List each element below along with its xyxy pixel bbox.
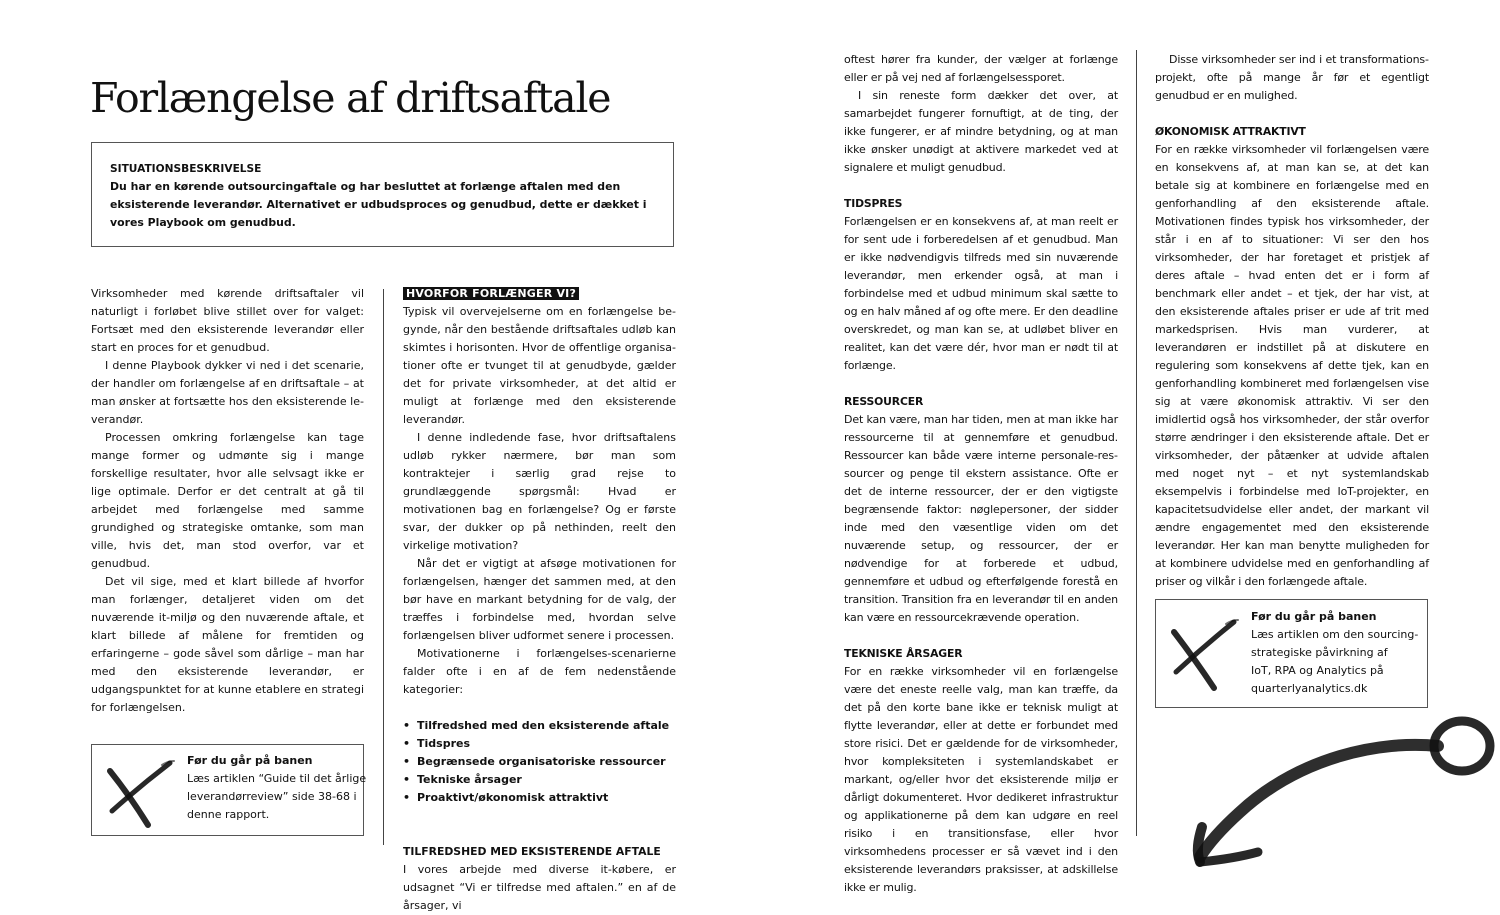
tip-line: strategiske påvirkning af <box>1251 646 1388 659</box>
column-3 <box>844 51 1118 897</box>
situation-text: Du har en kørende outsourcingaftale og har besluttet at forlænge aftalen med den eksisterende leverandør. Alternativet er udbudsproces og genudbud, dette er dækket i vores Playbook om genudbud. <box>110 180 647 229</box>
section-heading: TEKNISKE ÅRSAGER <box>844 647 963 660</box>
column-divider <box>383 289 384 845</box>
tip-title: Før du går på banen <box>1251 610 1377 623</box>
list-item: • Proaktivt/økonomisk attraktivt <box>403 789 676 807</box>
section-heading: ØKONOMISK ATTRAKTIVT <box>1155 125 1306 138</box>
tip-body: Læs artiklen “Guide til det årlige leverandørreview” side 38-68 i denne rapport. <box>187 772 367 821</box>
hand-drawn-x-icon <box>1164 610 1244 694</box>
paragraph: Motivationerne i forlængelses-scenarierne falder ofte i en af de fem nedenstående kategorier: <box>403 647 676 696</box>
tip-text <box>1251 608 1429 698</box>
paragraph: oftest hører fra kunder, der vælger at forlænge eller er på vej ned af forlængelsessporet. <box>844 53 1118 84</box>
page-title: Forlængelse af driftsaftale <box>90 74 611 122</box>
tip-box-guide <box>91 744 367 836</box>
paragraph: Det vil sige, med et klart billede af hvorfor man forlænger, detaljeret viden om det nuværende it-miljø og den nuværende aftale, et klart billede af målene for fremtiden og erfaringerne – gode såvel som dårlige – man har med den eksisterende leverandør, er udgangspunktet for at kunne etablere en strategi for forlængelsen. <box>91 575 364 714</box>
paragraph: Når det er vigtigt at afsøge motivationen for forlængelsen, hænger det sammen med, at den bør have en markant betydning for de valg, der træffes i forbindelse med, hvordan selve forlængelsen bliver udformet senere i processen. <box>403 557 676 642</box>
section-heading: TIDSPRES <box>844 197 903 210</box>
list-item: • Begrænsede organisatoriske ressourcer <box>403 753 676 771</box>
situation-heading: SITUATIONSBESKRIVELSE <box>110 163 262 175</box>
section-heading: RESSOURCER <box>844 395 924 408</box>
paragraph: Det kan være, man har tiden, men at man ikke har ressourcerne til at gennemføre et genudbud. Ressourcer kan både være interne personale-ressourcer og penge til ekstern assistance. Ofte er det de interne ressourcer, der er den vigtigste begrænsende faktor: nøglepersoner, der sidder inde med den væsentlige viden om det nuværende setup, og ressourcer, der er nødvendige for at forberede et udbud, gennemføre et udbud og efterfølgende forestå en transition. Transition fra en leverandør til en anden kan være en ressourcekrævende operation. <box>844 413 1118 624</box>
column-1 <box>91 285 364 717</box>
hand-drawn-arrow-icon <box>1180 712 1500 882</box>
column-divider <box>1136 50 1137 836</box>
paragraph: Disse virksomheder ser ind i et transformationsprojekt, ofte på mange år før et egentligt genudbud er en mulighed. <box>1155 53 1429 102</box>
tip-line: Læs artiklen om den sourcing- <box>1251 628 1419 641</box>
paragraph: Typisk vil overvejelserne om en forlængelse begynde, når den bestående driftsaftales udløb kan skimtes i horisonten. Hvor de offentlige organisationer ofte er tvunget til at genudbyde, gælder det for private virksomheder, at det altid er muligt at forlænge med den eksisterende leverandør. <box>403 305 676 426</box>
column-2 <box>403 285 676 915</box>
paragraph: I vores arbejde med diverse it-købere, er udsagnet “Vi er tilfredse med aftalen.” en af de årsager, vi <box>403 863 676 912</box>
hand-drawn-x-icon <box>100 751 180 831</box>
list-item: • Tilfredshed med den eksisterende aftale <box>403 717 676 735</box>
paragraph: For en række virksomheder vil forlængelsen være en konsekvens af, at man kan se, at det kan betale sig at kombinere en forlængelse med en genforhandling af den eksisterende aftale. Motivationen findes typisk hos virksomheder, der står i en af to situationer: Vi ser den hos virksomheder, der har foretaget et pristjek af deres aftale – hvad enten det er i form af benchmark eller andet – et tjek, der har vist, at den eksisterende aftales priser er ude af trit med markedsprisen. Hvis man vurderer, at leverandøren er indstillet på at diskutere en regulering som konsekvens af dette tjek, kan en genforhandling kombineret med forlængelsen vise sig at være økonomisk attraktiv. Vi ser den imidlertid også hos virksomheder, der står overfor større ændringer i den eksisterende aftale. Det er virksomheder, der påtænker at udvide aftalen med noget nyt – et nyt systemlandskab eksempelvis i forbindelse med IoT-projekter, en kapacitetsudvidelse eller andet, der markant vil ændre engagementet med den eksisterende leverandør. Her kan man benytte muligheden for at kombinere udvidelse med en genforhandling af priser og vilkår i den forlængede aftale. <box>1155 143 1429 588</box>
list-item: • Tekniske årsager <box>403 771 676 789</box>
column-4 <box>1155 51 1429 591</box>
paragraph: Forlængelsen er en konsekvens af, at man reelt er for sent ude i forberedelsen af et genudbud. Man er ikke nødvendigvis tilfreds med sin nuværende leverandør, men erkender også, at man i forbindelse med et udbud minimum skal sætte to og en halv måned af og ofte mere. Er den deadline overskredet, og man kan se, at udløbet bliver en realitet, kan det være dér, hvor man er nødt til at forlænge. <box>844 215 1118 372</box>
tip-box-analytics <box>1155 599 1428 708</box>
tip-text <box>187 752 367 824</box>
tip-line: quarterlyanalytics.dk <box>1251 682 1368 695</box>
paragraph: For en række virksomheder vil en forlængelse være det eneste reelle valg, man kan træffe, da det på den korte bane ikke er teknisk muligt at flytte leverandør, eller at dette er forbundet med store risici. Det er gældende for de virksomheder, hvor kompleksiteten i systemlandskabet er markant, og/eller hvor det eksisterende miljø er dårligt dokumenteret. Hvor dedikeret infrastruktur og applikationerne på dem kan udgøre en reel risiko i en transitionsfase, eller hvor virksomhedens processer er så vævet ind i den eksisterende leverandørs praksisser, at adskillelse ikke er mulig. <box>844 665 1118 894</box>
paragraph: Processen omkring forlængelse kan tage mange former og udmønte sig i mange forskellige resultater, hvor alle selvsagt ikke er lige optimale. Derfor er det centralt at gå til arbejdet med forlængelse med samme grundighed og strategiske omtanke, som man ville, hvis det, man stod overfor, var et genudbud. <box>91 431 364 570</box>
list-item: • Tidspres <box>403 735 676 753</box>
paragraph: I denne Playbook dykker vi ned i det scenarie, der handler om forlængelse af en driftsaftale – at man ønsker at fortsætte hos den eksisterende leverandør. <box>91 359 364 426</box>
situation-box <box>91 142 674 247</box>
highlighted-heading: HVORFOR FORLÆNGER VI? <box>403 287 579 300</box>
paragraph: I sin reneste form dækker det over, at samarbejdet fungerer fornuftigt, at de ting, der ikke fungerer, er af mindre betydning, og at man ikke ønsker unødigt at aktivere markedet ved at signalere et muligt genudbud. <box>844 89 1118 174</box>
section-heading: TILFREDSHED MED EKSISTERENDE AFTALE <box>403 845 661 858</box>
paragraph: Virksomheder med kørende driftsaftaler vil naturligt i forløbet blive stillet over for valget: Fortsæt med den eksisterende leverandør eller start en proces for et genudbud. <box>91 287 364 354</box>
paragraph: I denne indledende fase, hvor driftsaftalens udløb rykker nærmere, bør man som kontraktejer i særlig grad rejse to grundlæggende spørgsmål: Hvad er motivationen bag en forlængelse? Og er første svar, der dukker op på nethinden, reelt den virkelige motivation? <box>403 431 676 552</box>
tip-title: Før du går på banen <box>187 754 313 767</box>
tip-line: IoT, RPA og Analytics på <box>1251 664 1384 677</box>
motivation-list <box>403 717 676 807</box>
